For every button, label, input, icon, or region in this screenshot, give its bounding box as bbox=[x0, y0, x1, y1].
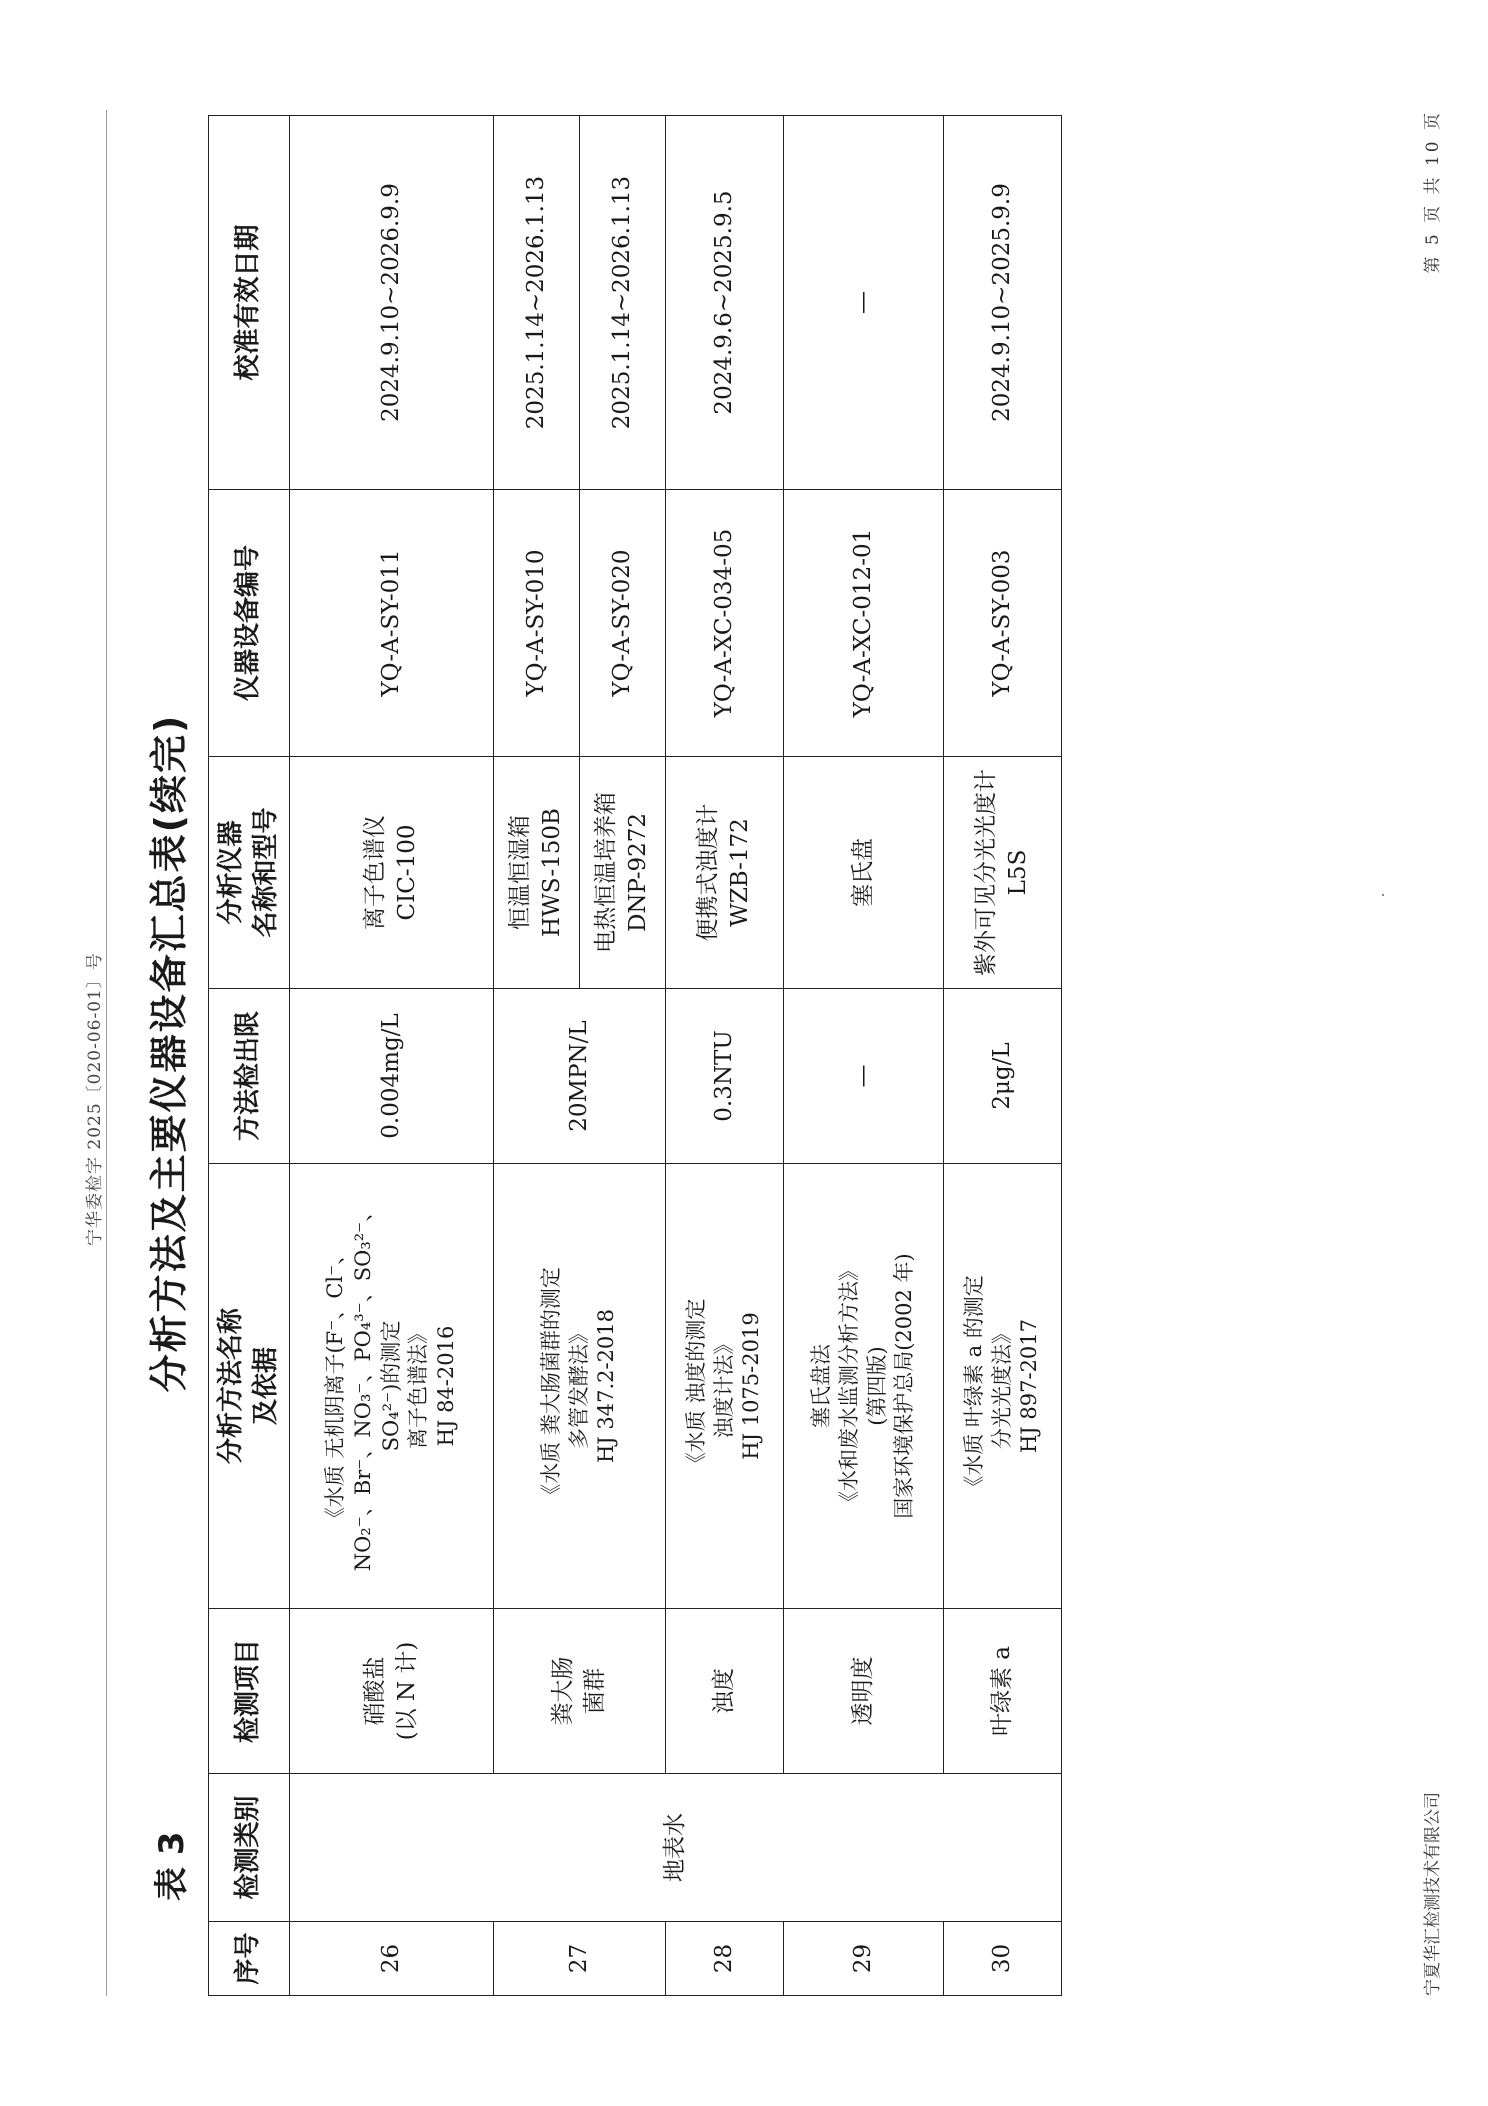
instrument-line: CIC-100 bbox=[393, 824, 420, 921]
method-line: 离子色谱法》 bbox=[406, 1323, 431, 1449]
footer-company: 宁夏华汇检测技术有限公司 bbox=[1423, 1792, 1443, 1996]
calib-cell: 2025.1.14~2026.1.13 bbox=[494, 116, 580, 490]
item-cell bbox=[290, 1609, 494, 1774]
seq-cell: 26 bbox=[290, 1922, 494, 1996]
seq-cell: 27 bbox=[494, 1922, 666, 1996]
limit-cell: 0.004mg/L bbox=[290, 989, 494, 1164]
seq-cell: 30 bbox=[944, 1922, 1062, 1996]
instrument-line: DNP-9272 bbox=[624, 812, 651, 933]
scan-speck bbox=[1382, 894, 1384, 896]
item-line: 粪大肠 bbox=[550, 1656, 577, 1726]
instrument-cell: 塞氏盘 bbox=[784, 757, 944, 989]
method-line: 分光光度法》 bbox=[989, 1323, 1014, 1449]
instrument-cell bbox=[290, 757, 494, 989]
equip-no-cell: YQ-A-SY-020 bbox=[580, 490, 666, 757]
calib-cell: 2024.9.6~2025.9.5 bbox=[666, 116, 784, 490]
equip-no-cell: YQ-A-XC-012-01 bbox=[784, 490, 944, 757]
calib-cell: — bbox=[784, 116, 944, 490]
category-cell: 地表水 bbox=[290, 1774, 1062, 1922]
table-label: 表 3 bbox=[152, 1831, 192, 1901]
header-method-line1: 分析方法名称 bbox=[215, 1308, 246, 1465]
limit-cell: 0.3NTU bbox=[666, 989, 784, 1164]
header-calib: 校准有效日期 bbox=[209, 116, 290, 490]
method-line: SO₄²⁻)的测定 bbox=[378, 1320, 403, 1452]
header-method-line2: 及依据 bbox=[251, 1347, 281, 1426]
method-line: 塞氏盘法 bbox=[809, 1344, 834, 1428]
method-line: 《水质 无机阴离子(F⁻、Cl⁻、 bbox=[323, 1243, 348, 1529]
limit-cell: 2μg/L bbox=[944, 989, 1062, 1164]
header-equip-no: 仪器设备编号 bbox=[209, 490, 290, 757]
table-row bbox=[666, 116, 784, 1996]
header-instrument-line1: 分析仪器 bbox=[215, 820, 246, 925]
method-line: HJ 897-2017 bbox=[1017, 1318, 1042, 1454]
table-row bbox=[494, 116, 580, 1996]
instrument-cell bbox=[580, 757, 666, 989]
header-instrument bbox=[209, 757, 290, 989]
table-row bbox=[784, 116, 944, 1996]
instrument-line: L5S bbox=[1004, 849, 1031, 896]
item-cell: 叶绿素 a bbox=[944, 1609, 1062, 1774]
instrument-cell bbox=[494, 757, 580, 989]
calib-cell: 2024.9.10~2026.9.9 bbox=[290, 116, 494, 490]
instrument-line: 恒温恒湿箱 bbox=[507, 815, 534, 930]
header-method bbox=[209, 1164, 290, 1609]
calib-cell: 2025.1.14~2026.1.13 bbox=[580, 116, 666, 490]
equip-no-cell: YQ-A-SY-010 bbox=[494, 490, 580, 757]
seq-cell: 29 bbox=[784, 1922, 944, 1996]
method-line: 《水质 浊度的测定 bbox=[683, 1298, 708, 1474]
footer-page-number: 第 5 页 共 10 页 bbox=[1423, 110, 1443, 274]
method-line: HJ 347.2-2018 bbox=[594, 1308, 619, 1464]
method-line: 《水质 粪大肠菌群的测定 bbox=[538, 1267, 563, 1505]
item-line: 菌群 bbox=[581, 1668, 608, 1714]
item-cell: 浊度 bbox=[666, 1609, 784, 1774]
header-limit: 方法检出限 bbox=[209, 989, 290, 1164]
header-rule bbox=[106, 110, 107, 1996]
instrument-line: WZB-172 bbox=[726, 818, 753, 927]
method-line: HJ 84-2016 bbox=[434, 1325, 459, 1447]
item-cell bbox=[494, 1609, 666, 1774]
item-line: (以 N 计) bbox=[393, 1641, 420, 1741]
table-row bbox=[944, 116, 1062, 1996]
header-instrument-line2: 名称和型号 bbox=[251, 807, 281, 938]
table-header-row bbox=[209, 116, 290, 1996]
method-cell bbox=[666, 1164, 784, 1609]
header-category: 检测类别 bbox=[209, 1774, 290, 1922]
instrument-line: 电热恒温培养箱 bbox=[593, 792, 620, 953]
header-item: 检测项目 bbox=[209, 1609, 290, 1774]
equip-no-cell: YQ-A-XC-034-05 bbox=[666, 490, 784, 757]
method-cell bbox=[290, 1164, 494, 1609]
method-cell bbox=[944, 1164, 1062, 1609]
limit-cell: — bbox=[784, 989, 944, 1164]
method-line: (第四版) bbox=[864, 1346, 889, 1426]
method-line: 多管发酵法》 bbox=[566, 1323, 591, 1449]
document-code: 宁华委检字 2025〔020-06-01〕号 bbox=[85, 952, 105, 1246]
header-seq: 序号 bbox=[209, 1922, 290, 1996]
instrument-line: HWS-150B bbox=[538, 808, 565, 937]
instrument-line: 离子色谱仪 bbox=[362, 815, 389, 930]
calib-cell: 2024.9.10~2025.9.9 bbox=[944, 116, 1062, 490]
method-cell bbox=[494, 1164, 666, 1609]
equip-no-cell: YQ-A-SY-011 bbox=[290, 490, 494, 757]
method-line: 《水和废水监测分析方法》 bbox=[836, 1260, 861, 1512]
method-line: 国家环境保护总局(2002 年) bbox=[892, 1253, 917, 1519]
instrument-line: 紫外可见分光光度计 bbox=[973, 769, 1000, 976]
instrument-cell bbox=[666, 757, 784, 989]
item-line: 硝酸盐 bbox=[362, 1656, 389, 1726]
method-line: 《水质 叶绿素 a 的测定 bbox=[961, 1275, 986, 1497]
table-title: 分析方法及主要仪器设备汇总表(续完) bbox=[147, 713, 191, 1393]
limit-cell: 20MPN/L bbox=[494, 989, 666, 1164]
table-row bbox=[290, 116, 494, 1996]
methods-instruments-table bbox=[208, 115, 1062, 1996]
method-line: NO₂⁻、Br⁻、NO₃⁻、PO₄³⁻、SO₃²⁻、 bbox=[350, 1200, 375, 1572]
item-cell: 透明度 bbox=[784, 1609, 944, 1774]
method-line: HJ 1075-2019 bbox=[739, 1312, 764, 1460]
instrument-cell bbox=[944, 757, 1062, 989]
seq-cell: 28 bbox=[666, 1922, 784, 1996]
method-cell bbox=[784, 1164, 944, 1609]
method-line: 浊度计法》 bbox=[711, 1333, 736, 1439]
instrument-line: 便携式浊度计 bbox=[695, 803, 722, 942]
equip-no-cell: YQ-A-SY-003 bbox=[944, 490, 1062, 757]
